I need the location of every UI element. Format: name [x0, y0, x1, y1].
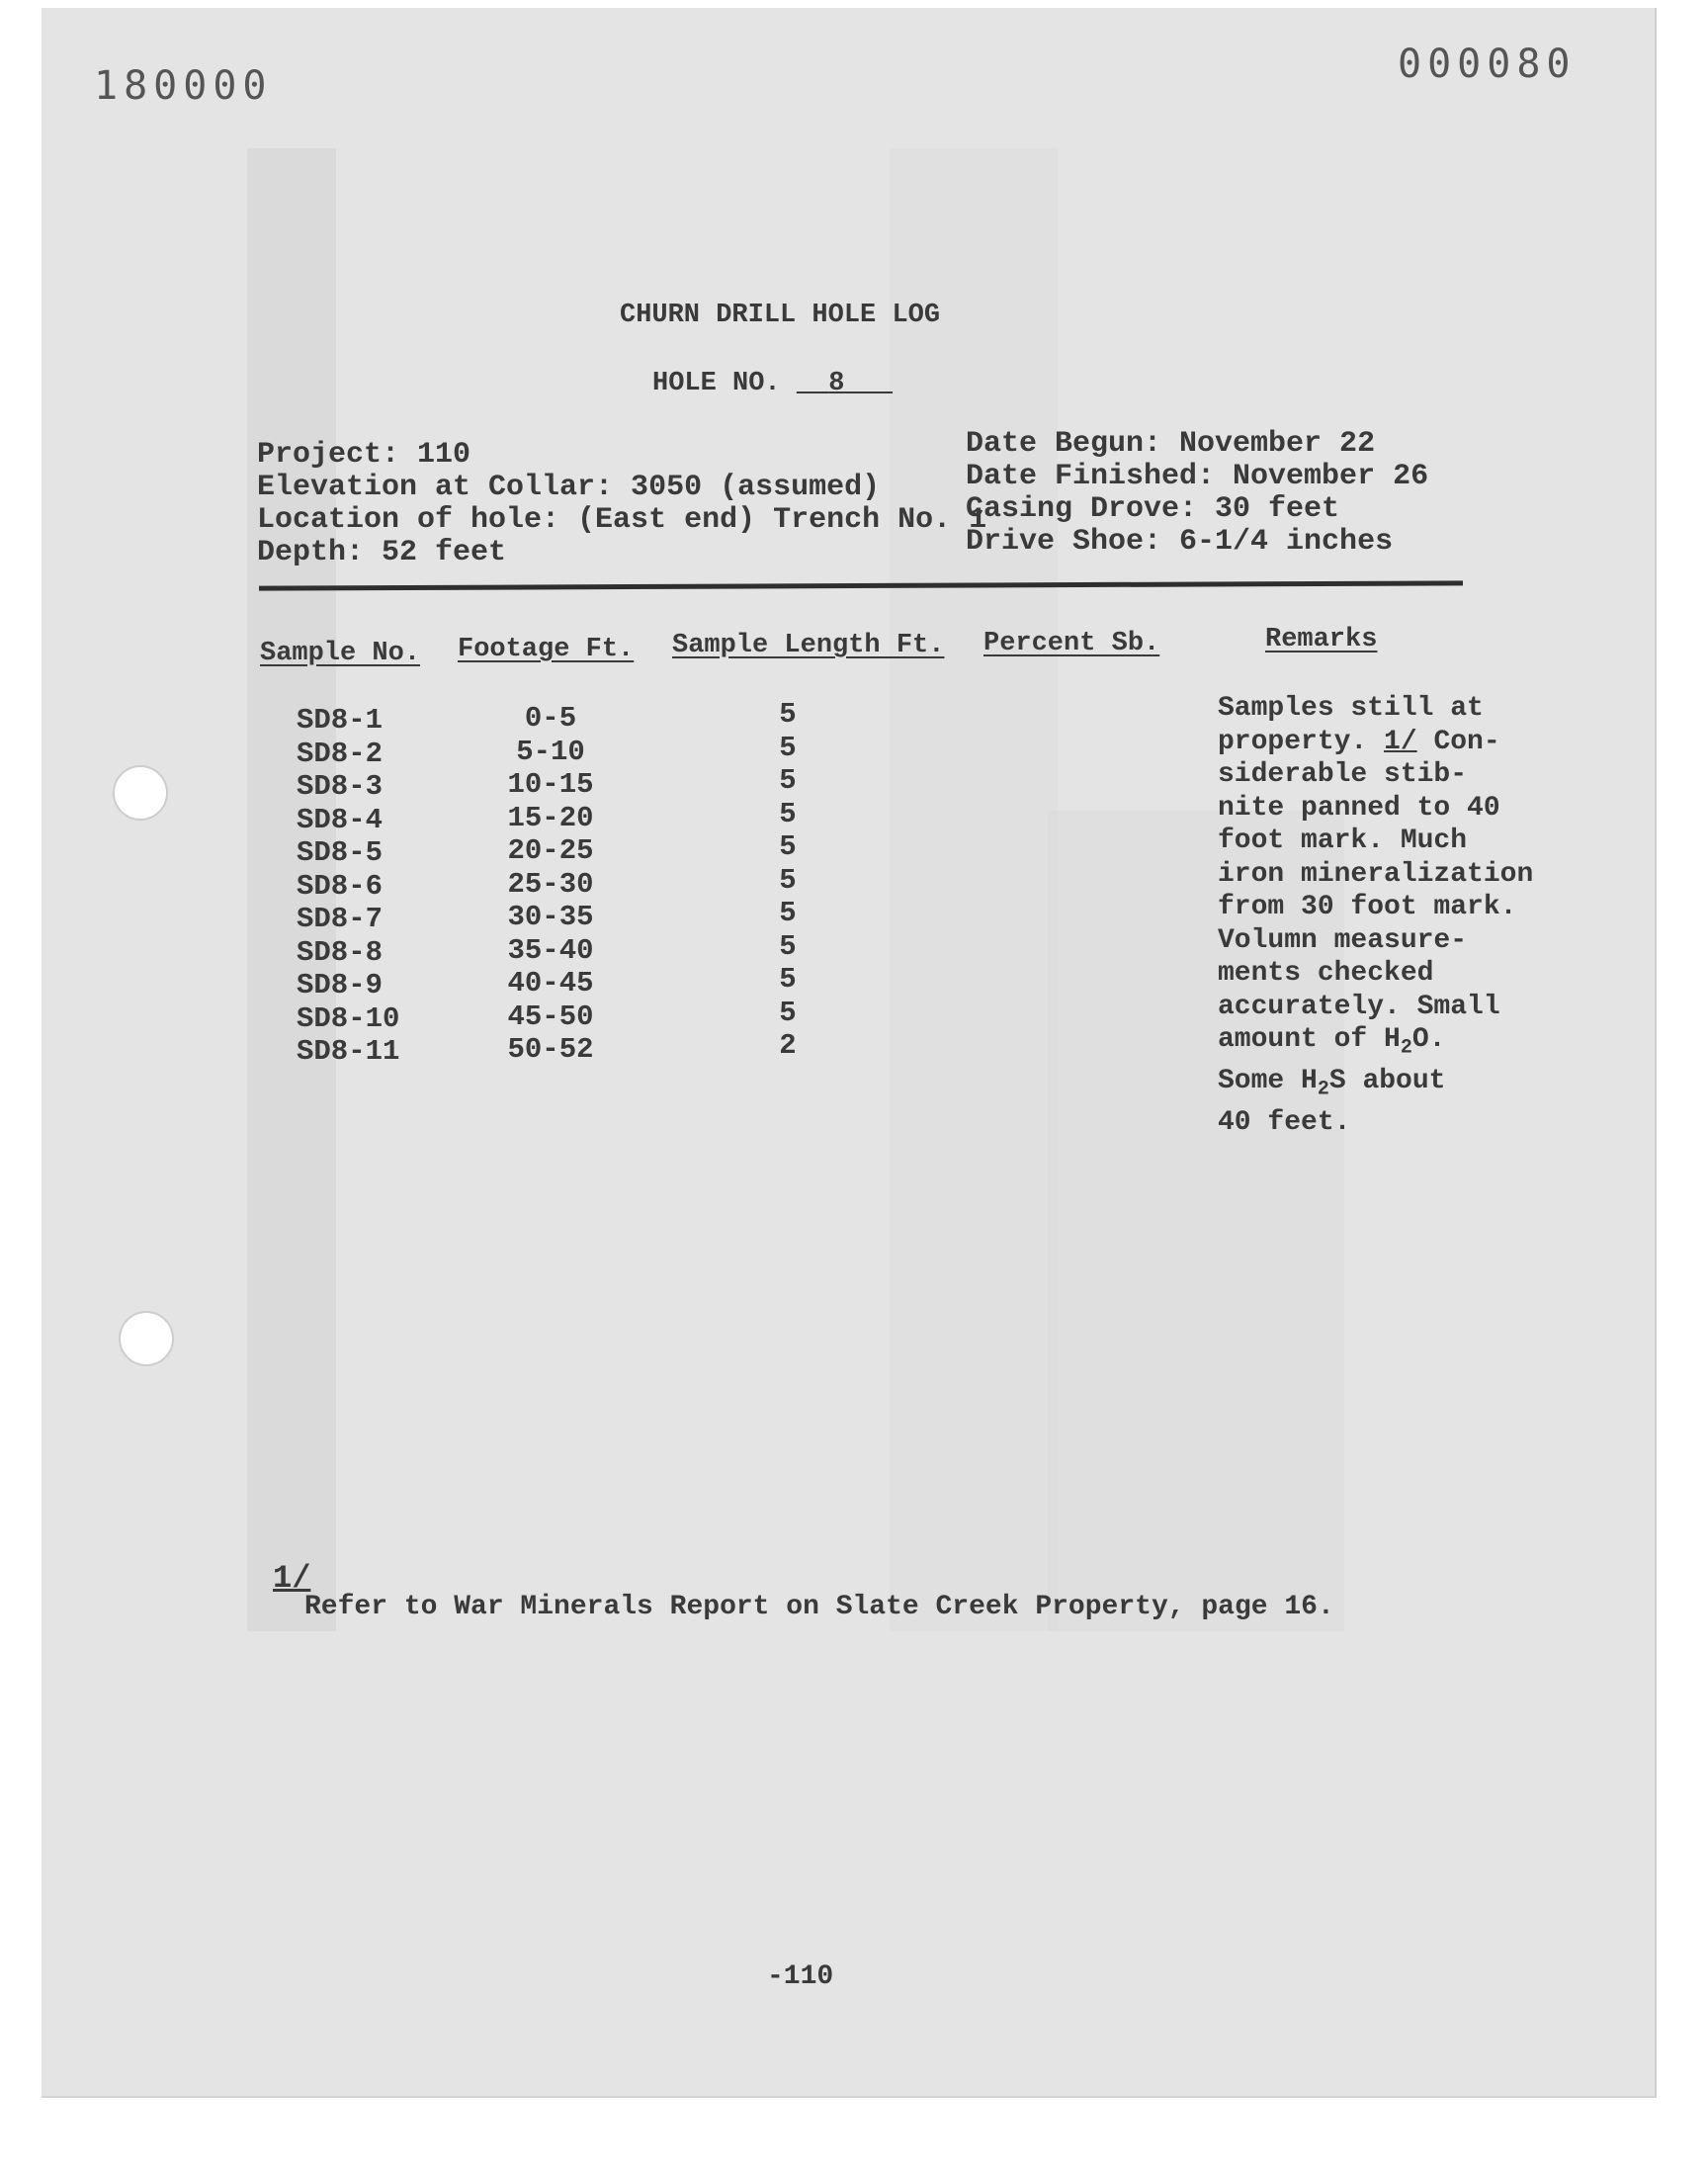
remarks-line: accurately. Small [1218, 991, 1500, 1022]
sample-column [297, 704, 399, 1069]
page-stamp-left: 180000 [94, 63, 273, 109]
table-cell: 30-35 [507, 901, 594, 933]
table-cell: 2 [779, 1029, 797, 1062]
info-project: Project: 110 [257, 438, 471, 472]
table-cell: SD8-2 [297, 737, 384, 770]
table-cell: 50-52 [507, 1033, 594, 1066]
remarks-line: iron mineralization [1218, 858, 1534, 890]
table-cell: 5 [779, 764, 797, 797]
table-cell: 25-30 [507, 867, 594, 901]
remarks-line: ments checked [1218, 958, 1434, 989]
col-header-sample: Sample No. [260, 639, 421, 668]
table-cell: SD8-1 [297, 704, 384, 737]
info-drive-shoe: Drive Shoe: 6-1/4 inches [966, 525, 1394, 559]
footnote-ref: 1/ [1384, 726, 1417, 757]
table-cell: 5 [779, 797, 797, 830]
table-cell: SD8-3 [297, 770, 384, 803]
remarks-line: 40 feet. [1218, 1107, 1351, 1139]
info-date-begun: Date Begun: November 22 [966, 427, 1376, 461]
remarks-line: siderable stib- [1218, 759, 1468, 790]
remarks-line: Some $H_2S$ about [1218, 1066, 1446, 1101]
table-cell: 5-10 [516, 735, 585, 768]
col-header-footage: Footage Ft. [458, 635, 635, 664]
info-elevation: Elevation at Collar: 3050 (assumed) [257, 471, 881, 504]
info-date-finished: Date Finished: November 26 [966, 460, 1429, 493]
table-cell: 5 [779, 731, 797, 764]
table-cell: 5 [779, 698, 797, 731]
col-header-length: Sample Length Ft. [672, 631, 945, 660]
table-cell: 5 [779, 897, 797, 929]
info-location: Location of hole: (East end) Trench No. 1 [257, 503, 987, 537]
table-cell: 10-15 [507, 768, 594, 801]
remarks-text [1218, 692, 1593, 1140]
remarks-line: from 30 foot mark. [1218, 892, 1517, 922]
remarks-line: foot mark. Much [1218, 826, 1468, 856]
table-cell: SD8-9 [297, 969, 384, 1001]
table-cell: 35-40 [507, 933, 594, 967]
page-stamp-right: 000080 [1398, 42, 1577, 87]
remarks-line: Volumn measure- [1218, 924, 1468, 956]
table-cell: SD8-10 [297, 1001, 400, 1035]
hole-value: 8 [828, 369, 845, 398]
table-cell: SD8-4 [297, 803, 384, 836]
table-cell: SD8-6 [297, 869, 384, 903]
hole-number [652, 369, 893, 398]
info-casing: Casing Drove: 30 feet [966, 492, 1340, 526]
table-cell: 5 [779, 963, 797, 996]
hole-label: HOLE NO. [652, 369, 781, 398]
remarks-line: nite panned to 40 [1218, 792, 1500, 824]
binder-hole [119, 1311, 174, 1366]
table-cell: SD8-7 [297, 903, 384, 935]
binder-hole [113, 765, 168, 821]
page-shadow [890, 148, 1058, 1631]
table-cell: 15-20 [507, 801, 594, 834]
table-cell: 5 [779, 830, 797, 863]
info-depth: Depth: 52 feet [257, 536, 507, 569]
table-cell: SD8-5 [297, 836, 384, 869]
page-number: -110 [767, 1961, 834, 1992]
table-cell: 0-5 [524, 702, 577, 735]
length-column [773, 698, 803, 1063]
col-header-remarks: Remarks [1265, 625, 1378, 654]
col-header-percent: Percent Sb. [983, 629, 1160, 658]
table-cell: 5 [779, 863, 797, 897]
table-cell: SD8-8 [297, 935, 384, 969]
table-cell: 5 [779, 929, 797, 963]
remarks-line: Samples still at [1218, 693, 1484, 724]
page-title: CHURN DRILL HOLE LOG [620, 301, 941, 330]
table-cell: 40-45 [507, 967, 594, 1000]
footnote-text: Refer to War Minerals Report on Slate Creek Property, page 16. [304, 1592, 1334, 1622]
remarks-line: property. 1/ Con- [1218, 726, 1500, 757]
footage-column [496, 702, 605, 1067]
footnote-mark: 1/ [273, 1560, 311, 1597]
table-cell: 5 [779, 996, 797, 1029]
table-cell: SD8-11 [297, 1035, 400, 1068]
table-cell: 20-25 [507, 834, 594, 867]
remarks-line: amount of $H_2O$. [1218, 1024, 1446, 1060]
table-cell: 45-50 [507, 1000, 594, 1033]
